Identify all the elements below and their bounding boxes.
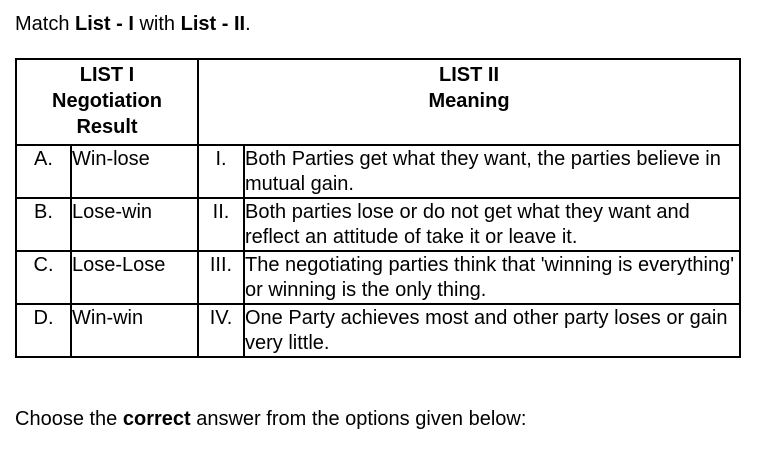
table-row	[16, 304, 740, 357]
row-letter: A.	[16, 145, 71, 198]
list-2-header-line: LIST II	[439, 64, 499, 86]
row-term: Win-lose	[71, 145, 198, 198]
list-1-label: List - I	[75, 13, 134, 35]
row-letter: D.	[16, 304, 71, 357]
table-header-row	[16, 59, 740, 145]
question-suffix: .	[245, 13, 251, 35]
table-row	[16, 198, 740, 251]
instruction-prefix: Choose the	[15, 408, 123, 430]
question-prefix: Match	[15, 13, 76, 35]
row-letter: B.	[16, 198, 71, 251]
list-2-label: List - II	[180, 13, 246, 35]
list-1-header-line: LIST I	[79, 64, 135, 86]
list-1-header-line: Result	[76, 116, 138, 138]
list-2-header-line: Meaning	[428, 90, 510, 112]
question-title	[15, 12, 251, 36]
row-meaning: Both parties lose or do not get what they want and reflect an attitude of take it or leave it.	[244, 198, 740, 251]
instruction-suffix: answer from the options given below:	[190, 408, 527, 430]
row-roman: III.	[198, 251, 244, 304]
row-meaning: One Party achieves most and other party loses or gain very little.	[244, 304, 740, 357]
match-table	[15, 58, 741, 358]
instruction-text	[15, 407, 526, 431]
list-2-header	[198, 59, 740, 145]
row-roman: I.	[198, 145, 244, 198]
row-term: Lose-Lose	[71, 251, 198, 304]
question-middle: with	[133, 13, 181, 35]
list-1-header-line: Negotiation	[52, 90, 162, 112]
row-meaning: The negotiating parties think that 'winning is everything' or winning is the only thing.	[244, 251, 740, 304]
row-roman: II.	[198, 198, 244, 251]
row-roman: IV.	[198, 304, 244, 357]
row-term: Win-win	[71, 304, 198, 357]
table-row	[16, 145, 740, 198]
row-meaning: Both Parties get what they want, the parties believe in mutual gain.	[244, 145, 740, 198]
row-letter: C.	[16, 251, 71, 304]
table-row	[16, 251, 740, 304]
instruction-bold: correct	[122, 408, 191, 430]
list-1-header	[16, 59, 198, 145]
row-term: Lose-win	[71, 198, 198, 251]
